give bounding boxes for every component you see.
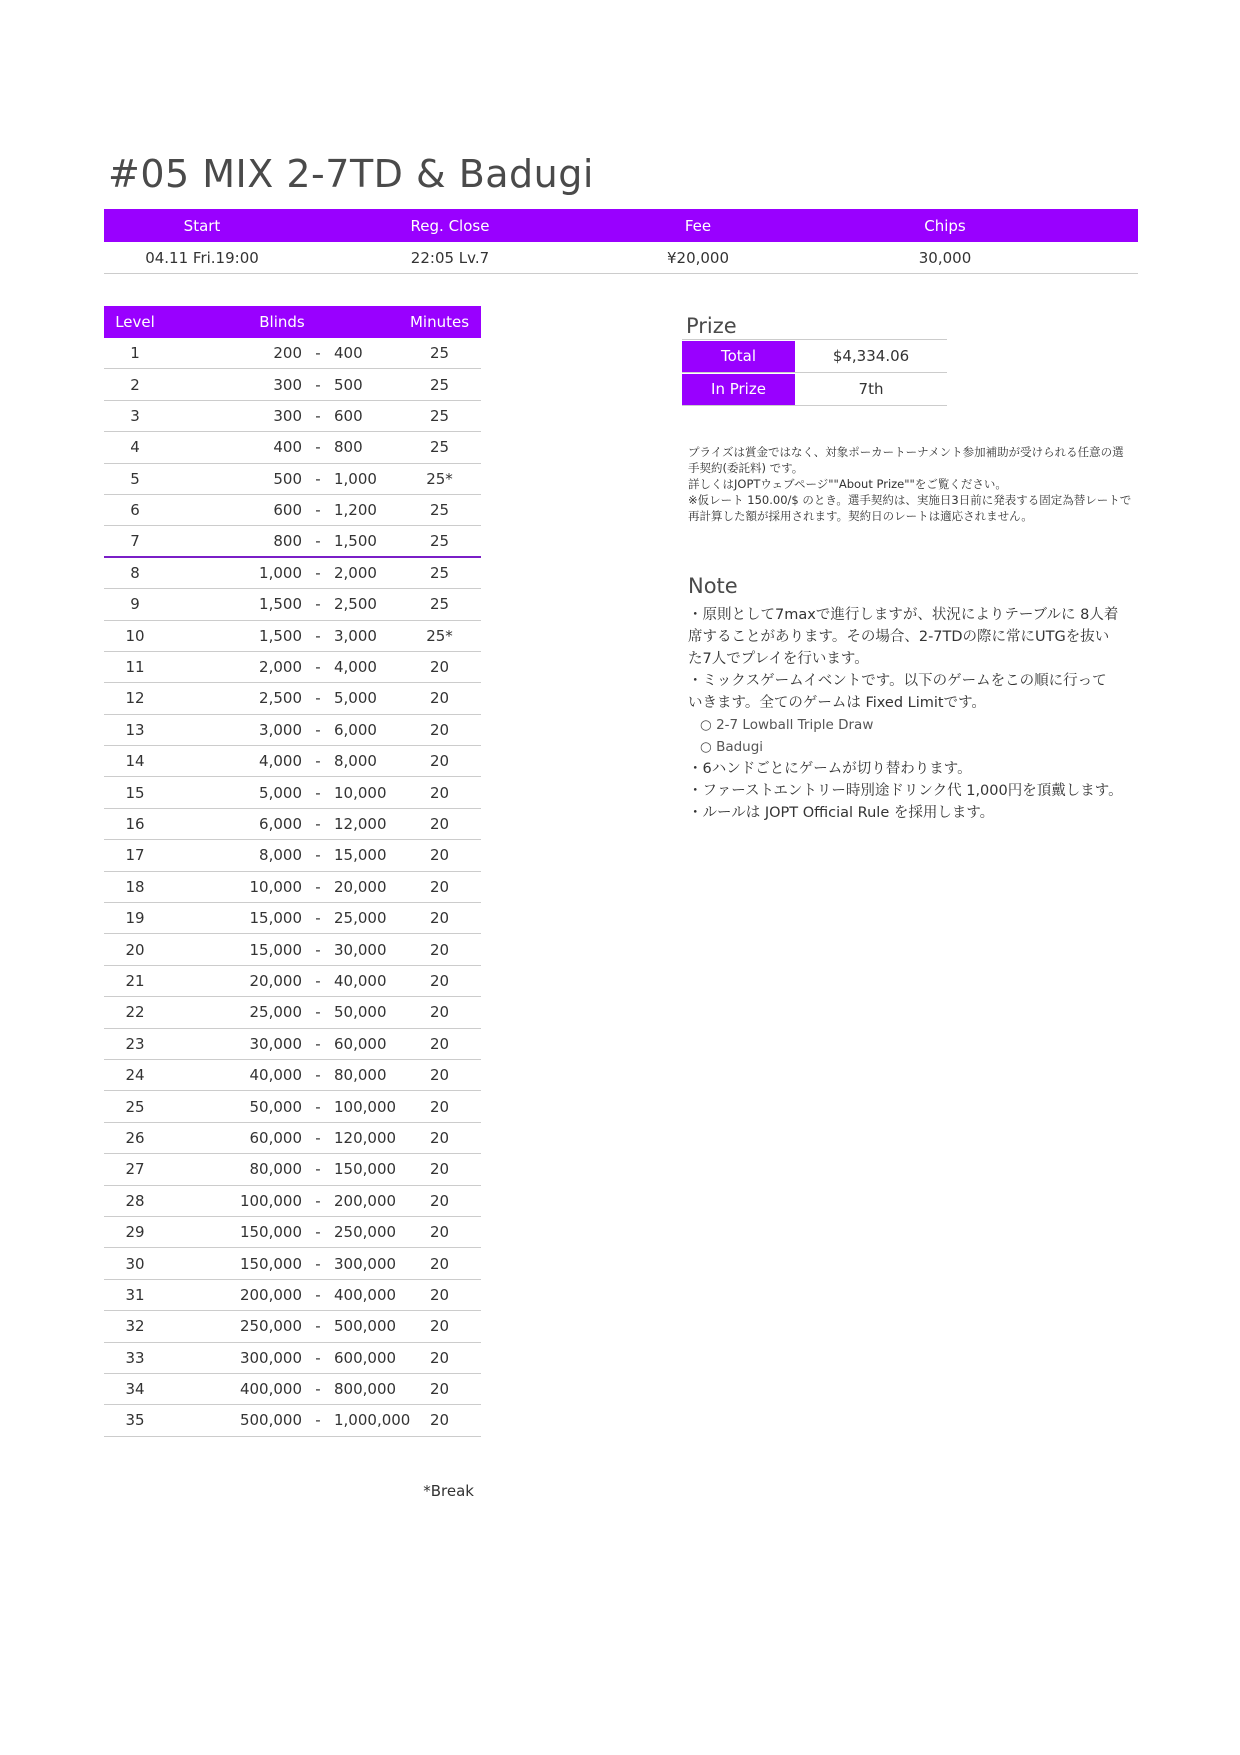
blinds-cell [166, 627, 398, 645]
blind-separator: - [315, 846, 321, 865]
level-minutes: 20 [429, 1097, 450, 1116]
small-blind: 30,000 [249, 1034, 302, 1053]
big-blind: 400,000 [334, 1285, 397, 1304]
blind-level-row [104, 1186, 481, 1217]
small-blind: 1,500 [259, 595, 302, 614]
blind-level-row [104, 401, 481, 432]
blind-separator: - [315, 658, 321, 677]
blind-separator: - [315, 375, 321, 394]
level-minutes: 20 [429, 1128, 450, 1147]
level-number: 16 [125, 815, 145, 834]
blind-separator: - [315, 1317, 321, 1336]
big-blind: 50,000 [334, 1003, 387, 1022]
big-blind: 1,500 [334, 532, 377, 551]
blind-separator: - [315, 532, 321, 551]
level-minutes: 25* [426, 469, 453, 488]
prize-in-prize-label: In Prize [682, 374, 795, 405]
blind-level-row [104, 1248, 481, 1279]
note-heading: Note [688, 574, 738, 598]
small-blind: 6,000 [259, 815, 302, 834]
small-blind: 15,000 [249, 909, 302, 928]
small-blind: 200 [273, 344, 302, 363]
prize-row-in-prize [682, 373, 947, 406]
blinds-cell [166, 438, 398, 456]
level-minutes: 25 [429, 344, 450, 363]
blind-separator: - [315, 972, 321, 990]
big-blind: 60,000 [334, 1034, 387, 1053]
blind-level-row [104, 652, 481, 683]
blinds-cell [166, 941, 398, 959]
prize-total-value: $4,334.06 [832, 347, 910, 365]
small-blind: 1,500 [259, 626, 302, 645]
level-number: 4 [130, 438, 140, 457]
big-blind: 8,000 [334, 752, 377, 771]
small-blind: 100,000 [239, 1191, 302, 1210]
break-footnote: *Break [423, 1482, 474, 1500]
note-line: ・ミックスゲームイベントです。以下のゲームをこの順に行って [688, 673, 1107, 689]
level-number: 5 [130, 469, 140, 488]
big-blind: 2,000 [334, 563, 377, 582]
level-minutes: 25 [429, 563, 450, 582]
blind-separator: - [315, 1097, 321, 1116]
summary-header-fee: Fee [684, 216, 712, 235]
small-blind: 20,000 [249, 972, 302, 990]
summary-chips-value: 30,000 [918, 248, 972, 267]
summary-reg-close-value: 22:05 Lv.7 [410, 248, 490, 267]
big-blind: 80,000 [334, 1066, 387, 1085]
blinds-cell [166, 1129, 398, 1147]
blind-separator: - [315, 1254, 321, 1273]
blinds-cell [166, 1286, 398, 1304]
level-number: 33 [125, 1348, 145, 1367]
big-blind: 300,000 [334, 1254, 397, 1273]
big-blind: 150,000 [334, 1160, 397, 1179]
blind-level-row [104, 1060, 481, 1091]
level-number: 10 [125, 626, 145, 645]
small-blind: 2,000 [259, 658, 302, 677]
prize-disclaimer [688, 444, 1138, 524]
blind-level-row [104, 1405, 481, 1436]
blinds-cell [166, 595, 398, 613]
level-number: 24 [125, 1066, 145, 1085]
level-minutes: 20 [429, 1034, 450, 1053]
level-minutes: 20 [429, 1348, 450, 1367]
level-number: 13 [125, 720, 145, 739]
big-blind: 100,000 [334, 1097, 397, 1116]
blinds-cell [166, 407, 398, 425]
blinds-cell [166, 1411, 411, 1430]
blind-level-row [104, 621, 481, 652]
blind-level-row [104, 1280, 481, 1311]
small-blind: 50,000 [249, 1097, 302, 1116]
level-number: 26 [125, 1128, 145, 1147]
level-minutes: 25 [429, 375, 450, 394]
blind-level-row [104, 464, 481, 495]
level-minutes: 20 [429, 877, 450, 896]
note-line: 席することがあります。その場合、2-7TDの際に常にUTGを抜い [688, 629, 1110, 645]
level-number: 30 [125, 1254, 145, 1273]
small-blind: 10,000 [249, 877, 302, 896]
prize-table [682, 340, 947, 406]
summary-fee-value: ¥20,000 [666, 248, 730, 267]
small-blind: 15,000 [249, 940, 302, 959]
blind-level-row [104, 432, 481, 463]
blind-separator: - [315, 1380, 321, 1399]
blind-separator: - [315, 815, 321, 834]
level-number: 7 [130, 532, 140, 551]
level-minutes: 20 [429, 1411, 450, 1430]
blind-level-row [104, 777, 481, 808]
blind-separator: - [315, 563, 321, 582]
blinds-cell [166, 1255, 398, 1273]
level-number: 28 [125, 1191, 145, 1210]
big-blind: 30,000 [334, 940, 387, 959]
blind-level-row [104, 966, 481, 997]
blind-level-row [104, 369, 481, 400]
prize-note-line: ※仮レート 150.00/$ のとき。選手契約は、実施日3日前に発表する固定為替レートで [688, 493, 1132, 507]
blind-level-row [104, 715, 481, 746]
blind-level-row [104, 589, 481, 620]
big-blind: 600 [334, 406, 363, 425]
level-number: 32 [125, 1317, 145, 1336]
blind-level-row [104, 526, 481, 557]
level-minutes: 20 [429, 1003, 450, 1022]
level-number: 20 [125, 940, 145, 959]
note-line: ・ファーストエントリー時別途ドリンク代 1,000円を頂戴します。 [688, 783, 1123, 799]
level-minutes: 20 [429, 1317, 450, 1336]
level-minutes: 20 [429, 1223, 450, 1242]
small-blind: 300 [273, 406, 302, 425]
header-blinds: Blinds [259, 313, 305, 331]
level-minutes: 20 [429, 658, 450, 677]
blinds-cell [166, 689, 398, 707]
blinds-cell [166, 658, 398, 676]
big-blind: 15,000 [334, 846, 387, 865]
blind-separator: - [315, 1285, 321, 1304]
level-minutes: 20 [429, 1191, 450, 1210]
small-blind: 60,000 [249, 1128, 302, 1147]
blind-separator: - [315, 1411, 321, 1430]
level-minutes: 25 [429, 595, 450, 614]
blinds-cell [166, 878, 398, 896]
level-minutes: 20 [429, 815, 450, 834]
big-blind: 20,000 [334, 877, 387, 896]
prize-heading: Prize [686, 314, 737, 338]
note-line: ・ルールは JOPT Official Rule を採用します。 [688, 805, 995, 821]
big-blind: 400 [334, 344, 363, 363]
big-blind: 25,000 [334, 909, 387, 928]
level-number: 14 [125, 752, 145, 771]
big-blind: 600,000 [334, 1348, 397, 1367]
summary-start-value: 04.11 Fri.19:00 [145, 248, 259, 267]
blinds-cell [166, 532, 398, 550]
level-minutes: 20 [429, 846, 450, 865]
small-blind: 600 [273, 501, 302, 520]
blinds-cell [166, 752, 398, 770]
big-blind: 500 [334, 375, 363, 394]
small-blind: 1,000 [259, 563, 302, 582]
blind-table-body [104, 338, 481, 1437]
big-blind: 1,200 [334, 501, 377, 520]
prize-note-line: 詳しくはJOPTウェブページ""About Prize""をご覧ください。 [688, 477, 1007, 491]
blind-separator: - [315, 909, 321, 928]
blind-level-row [104, 683, 481, 714]
small-blind: 4,000 [259, 752, 302, 771]
level-number: 25 [125, 1097, 145, 1116]
blind-separator: - [315, 752, 321, 771]
summary-value-row [104, 242, 1138, 274]
blind-level-row [104, 1029, 481, 1060]
small-blind: 250,000 [239, 1317, 302, 1336]
blinds-cell [166, 721, 398, 739]
small-blind: 300,000 [239, 1348, 302, 1367]
level-minutes: 20 [429, 689, 450, 708]
blinds-cell [166, 1160, 398, 1178]
small-blind: 3,000 [259, 720, 302, 739]
blind-separator: - [315, 940, 321, 959]
level-number: 19 [125, 909, 145, 928]
blind-structure-table [104, 306, 481, 1437]
blind-separator: - [315, 406, 321, 425]
small-blind: 500 [273, 469, 302, 488]
big-blind: 250,000 [334, 1223, 397, 1242]
note-list [688, 604, 1148, 824]
level-number: 9 [130, 595, 140, 614]
note-line: ・6ハンドごとにゲームが切り替わります。 [688, 761, 972, 777]
blind-separator: - [315, 1160, 321, 1179]
blind-level-row [104, 1091, 481, 1122]
summary-header-start: Start [183, 216, 221, 235]
level-minutes: 20 [429, 720, 450, 739]
big-blind: 6,000 [334, 720, 377, 739]
small-blind: 25,000 [249, 1003, 302, 1022]
small-blind: 8,000 [259, 846, 302, 865]
blinds-cell [166, 376, 398, 394]
blind-separator: - [315, 1223, 321, 1242]
note-line: た7人でプレイを行います。 [688, 651, 869, 667]
level-number: 27 [125, 1160, 145, 1179]
level-number: 12 [125, 689, 145, 708]
blind-separator: - [315, 501, 321, 520]
blind-level-row [104, 1343, 481, 1374]
event-summary-table [104, 209, 1138, 274]
big-blind: 1,000,000 [334, 1411, 411, 1430]
blinds-cell [166, 344, 398, 362]
blind-level-row [104, 997, 481, 1028]
prize-note-line: 手契約(委託料) です。 [688, 461, 804, 475]
blind-separator: - [315, 1034, 321, 1053]
blind-separator: - [315, 1003, 321, 1022]
blinds-cell [166, 1380, 398, 1398]
small-blind: 400,000 [239, 1380, 302, 1399]
blind-separator: - [315, 438, 321, 457]
big-blind: 3,000 [334, 626, 377, 645]
prize-note-line: プライズは賞金ではなく、対象ポーカートーナメント参加補助が受けられる任意の選 [688, 445, 1124, 459]
level-number: 6 [130, 501, 140, 520]
blind-separator: - [315, 1128, 321, 1147]
blinds-cell [166, 815, 398, 833]
level-number: 2 [130, 375, 140, 394]
blinds-cell [166, 1098, 398, 1116]
blinds-cell [166, 501, 398, 519]
blind-level-row [104, 558, 481, 589]
level-number: 8 [130, 563, 140, 582]
big-blind: 800,000 [334, 1380, 397, 1399]
blind-level-row [104, 872, 481, 903]
level-minutes: 20 [429, 1160, 450, 1179]
header-minutes: Minutes [409, 313, 470, 331]
blinds-cell [166, 1317, 398, 1335]
blind-level-row [104, 1123, 481, 1154]
level-minutes: 20 [429, 909, 450, 928]
big-blind: 40,000 [334, 972, 387, 990]
level-minutes: 20 [429, 1380, 450, 1399]
small-blind: 40,000 [249, 1066, 302, 1085]
blinds-cell [166, 846, 398, 864]
blind-table-header [104, 306, 481, 338]
small-blind: 5,000 [259, 783, 302, 802]
blind-separator: - [315, 344, 321, 363]
prize-row-total [682, 340, 947, 373]
blind-level-row [104, 1374, 481, 1405]
level-number: 29 [125, 1223, 145, 1242]
blind-separator: - [315, 877, 321, 896]
blind-level-row [104, 903, 481, 934]
small-blind: 400 [273, 438, 302, 457]
small-blind: 80,000 [249, 1160, 302, 1179]
page-title: #05 MIX 2-7TD & Badugi [108, 152, 594, 196]
level-number: 17 [125, 846, 145, 865]
small-blind: 300 [273, 375, 302, 394]
blind-level-row [104, 1154, 481, 1185]
big-blind: 12,000 [334, 815, 387, 834]
blinds-cell [166, 1066, 398, 1084]
blind-separator: - [315, 1066, 321, 1085]
blinds-cell [166, 1349, 398, 1367]
blind-separator: - [315, 626, 321, 645]
small-blind: 2,500 [259, 689, 302, 708]
note-sub-item: ○ Badugi [700, 739, 764, 755]
level-minutes: 20 [429, 783, 450, 802]
blinds-cell [166, 470, 398, 488]
blind-level-row [104, 1311, 481, 1342]
blind-separator: - [315, 689, 321, 708]
blinds-cell [166, 909, 398, 927]
level-minutes: 20 [429, 1254, 450, 1273]
blinds-cell [166, 564, 398, 582]
blind-level-row [104, 746, 481, 777]
level-minutes: 20 [429, 940, 450, 959]
level-number: 34 [125, 1380, 145, 1399]
level-number: 21 [125, 972, 145, 990]
blinds-cell [166, 1192, 398, 1210]
small-blind: 150,000 [239, 1254, 302, 1273]
level-number: 3 [130, 406, 140, 425]
blinds-cell [166, 784, 398, 802]
big-blind: 5,000 [334, 689, 377, 708]
level-minutes: 20 [429, 752, 450, 771]
level-minutes: 20 [429, 1066, 450, 1085]
blind-level-row [104, 934, 481, 965]
level-number: 18 [125, 877, 145, 896]
blinds-cell [166, 1003, 398, 1021]
level-minutes: 20 [429, 972, 450, 990]
blind-separator: - [315, 1191, 321, 1210]
note-line: いきます。全てのゲームは Fixed Limitです。 [688, 695, 986, 711]
big-blind: 4,000 [334, 658, 377, 677]
level-number: 31 [125, 1285, 145, 1304]
big-blind: 200,000 [334, 1191, 397, 1210]
blind-level-row [104, 840, 481, 871]
big-blind: 500,000 [334, 1317, 397, 1336]
blinds-cell [166, 972, 398, 990]
blind-separator: - [315, 595, 321, 614]
blinds-cell [166, 1035, 398, 1053]
small-blind: 500,000 [239, 1411, 302, 1430]
big-blind: 120,000 [334, 1128, 397, 1147]
blind-level-row [104, 495, 481, 526]
note-sub-item: ○ 2-7 Lowball Triple Draw [700, 717, 874, 733]
level-minutes: 25* [426, 626, 453, 645]
blind-separator: - [315, 1348, 321, 1367]
level-number: 35 [125, 1411, 145, 1430]
summary-header-reg-close: Reg. Close [410, 216, 490, 235]
blind-separator: - [315, 783, 321, 802]
note-line: ・原則として7maxで進行しますが、状況によりテーブルに 8人着 [688, 607, 1119, 623]
level-number: 15 [125, 783, 145, 802]
big-blind: 1,000 [334, 469, 377, 488]
header-level: Level [115, 313, 155, 331]
small-blind: 800 [273, 532, 302, 551]
prize-total-label: Total [682, 341, 795, 372]
summary-header-row [104, 209, 1138, 242]
blind-level-row [104, 809, 481, 840]
small-blind: 150,000 [239, 1223, 302, 1242]
level-number: 22 [125, 1003, 145, 1022]
summary-header-chips: Chips [924, 216, 966, 235]
prize-note-line: 再計算した額が採用されます。契約日のレートは適応されません。 [688, 509, 1033, 523]
big-blind: 800 [334, 438, 363, 457]
level-minutes: 25 [429, 438, 450, 457]
big-blind: 10,000 [334, 783, 387, 802]
blind-level-row [104, 1217, 481, 1248]
blind-separator: - [315, 720, 321, 739]
level-minutes: 25 [429, 501, 450, 520]
big-blind: 2,500 [334, 595, 377, 614]
small-blind: 200,000 [239, 1285, 302, 1304]
level-minutes: 25 [429, 406, 450, 425]
blind-level-row [104, 338, 481, 369]
blinds-cell [166, 1223, 398, 1241]
level-number: 1 [130, 344, 140, 363]
level-minutes: 20 [429, 1285, 450, 1304]
level-minutes: 25 [429, 532, 450, 551]
level-number: 11 [125, 658, 145, 677]
prize-in-prize-value: 7th [858, 380, 884, 398]
level-number: 23 [125, 1034, 145, 1053]
blind-separator: - [315, 469, 321, 488]
